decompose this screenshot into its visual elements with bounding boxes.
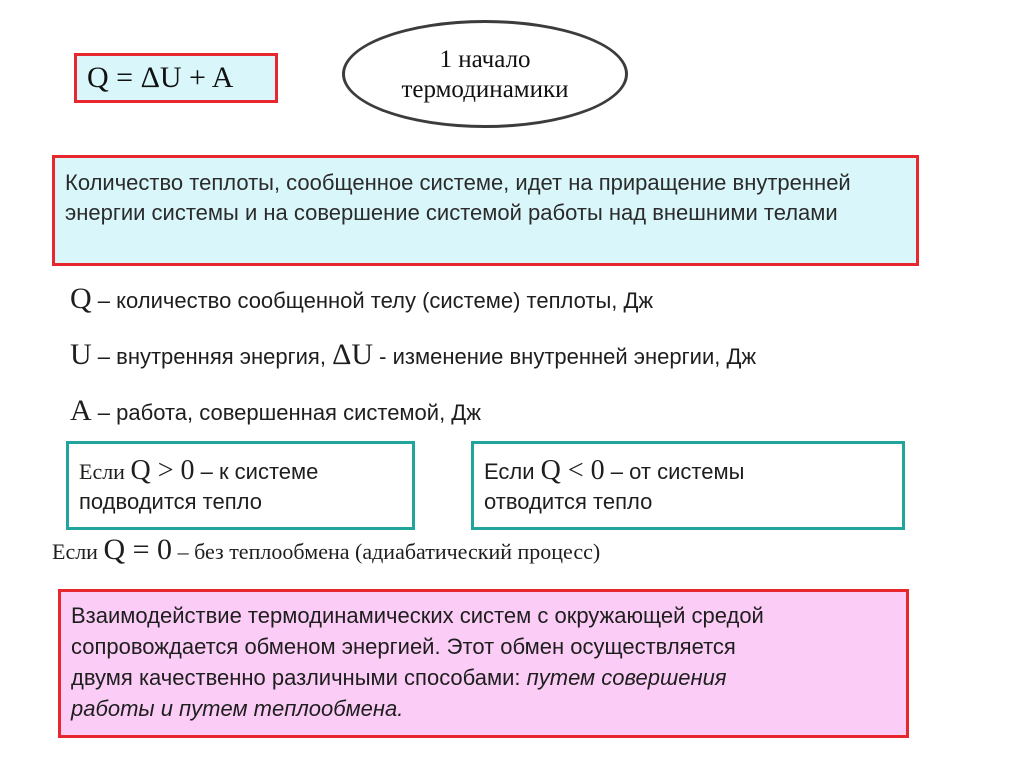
interaction-line-1: Взаимодействие термодинамических систем с окружающей средой [71, 603, 764, 628]
symbol-delta-u: ΔU [332, 338, 374, 371]
definition-u [70, 338, 756, 372]
condition-negative-text-1: – от системы [604, 459, 745, 484]
definition-a-text: – работа, совершенная системой, Дж [91, 400, 481, 425]
law-statement-box [52, 155, 919, 266]
title-line-1: 1 начало [439, 46, 531, 73]
condition-positive-prefix: Если [79, 459, 131, 484]
statement-line-1: Количество теплоты, сообщенное системе, идет на приращение внутренней [65, 170, 851, 195]
condition-negative-prefix: Если [484, 459, 541, 484]
title-line-2: термодинамики [401, 76, 569, 103]
condition-zero [52, 533, 600, 567]
formula-box [74, 53, 278, 103]
interaction-line-3-italic: путем совершения [526, 665, 727, 690]
condition-positive-expr: Q > 0 [130, 455, 195, 486]
definition-q-text: – количество сообщенной телу (системе) теплоты, Дж [91, 288, 654, 313]
definition-a [70, 394, 481, 428]
condition-negative-box [471, 441, 905, 530]
condition-zero-expr: Q = 0 [103, 533, 173, 566]
definition-q [70, 282, 653, 316]
condition-negative-text-2: отводится тепло [484, 489, 653, 514]
first-law-formula: Q = ΔU + A [87, 61, 234, 94]
definition-u-text: – внутренняя энергия, [91, 344, 333, 369]
condition-positive-box [66, 441, 415, 530]
title-oval [342, 20, 628, 128]
interaction-line-4-italic: работы и путем теплообмена. [71, 696, 404, 721]
statement-line-2: энергии системы и на совершение системой работы над внешними телами [65, 200, 838, 225]
symbol-u: U [70, 338, 92, 371]
definition-delta-u-text: - изменение внутренней энергии, Дж [373, 344, 757, 369]
condition-positive-text-1: – к системе [194, 459, 319, 484]
interaction-line-3: двумя качественно различными способами: [71, 665, 527, 690]
interaction-line-2: сопровождается обменом энергией. Этот обмен осуществляется [71, 634, 736, 659]
condition-negative-expr: Q < 0 [540, 455, 605, 486]
symbol-q: Q [70, 282, 92, 315]
condition-zero-text: – без теплообмена (адиабатический процесс) [172, 539, 601, 564]
condition-zero-prefix: Если [52, 539, 104, 564]
interaction-box [58, 589, 909, 738]
condition-positive-text-2: подводится тепло [79, 489, 262, 514]
symbol-a: A [70, 394, 92, 427]
